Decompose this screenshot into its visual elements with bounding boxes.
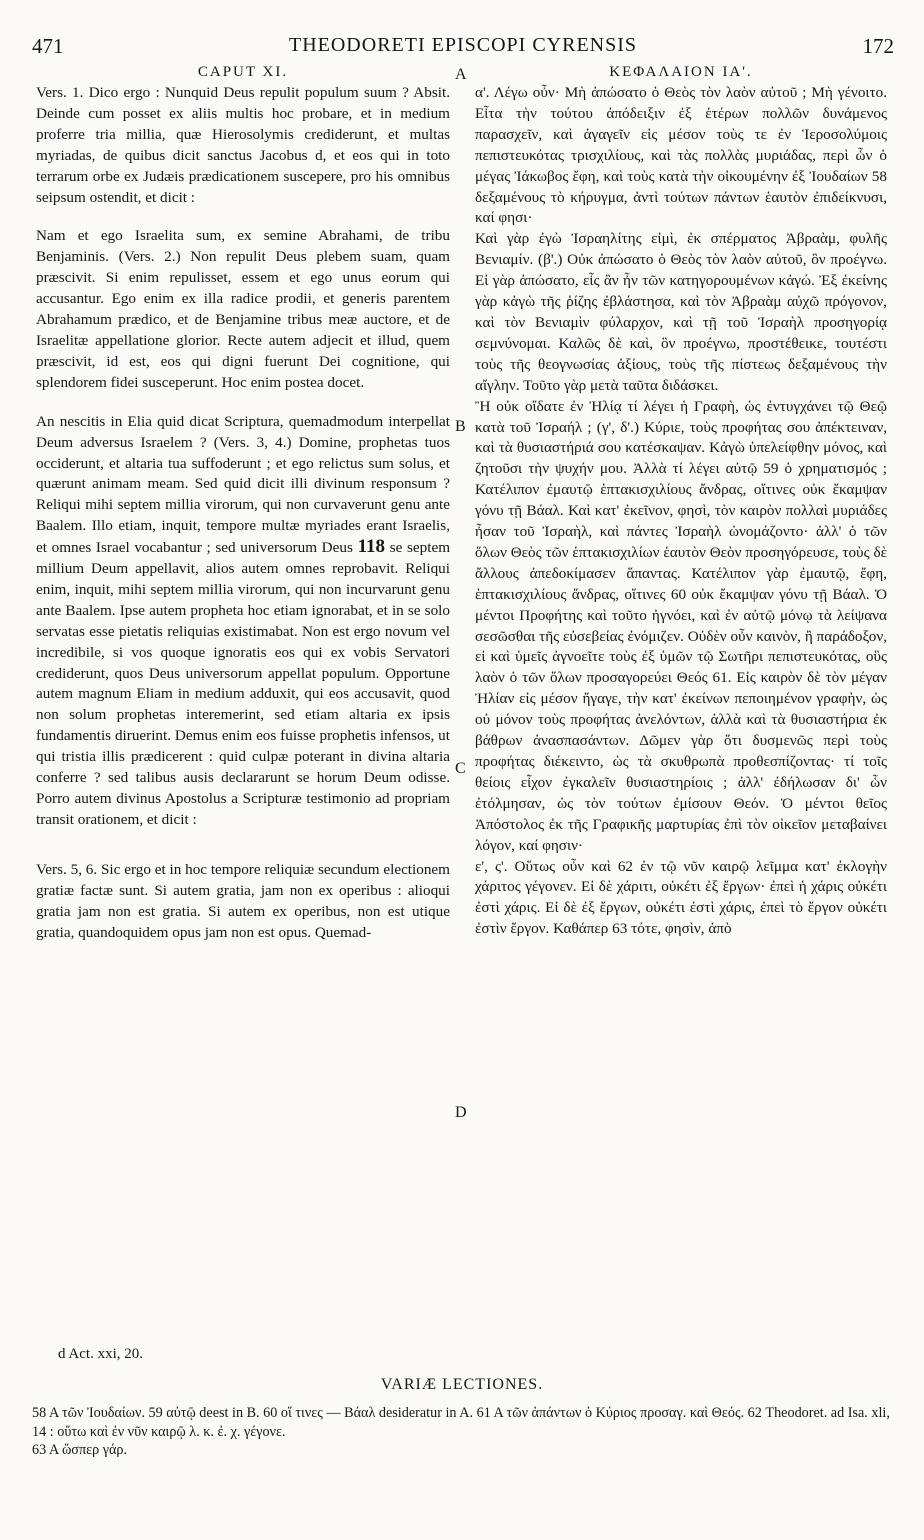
latin-paragraph-3a: An nescitis in Elia quid dicat Scriptura, quemadmodum interpellat Deum adversus Israelem ? (Vers. 3, 4.) Domine, prophetas tuos occiderunt, et altaria tua suffoderunt ; et ego relictus sum solus, et quærunt animam meam. Sed quid dicit illi divinum responsum ? Reliqui mihi septem millia virorum, qui non curvaverunt genu ante Baalem. Illo etiam, inquit, tempore multæ myriades erant Israelis, et omnes Israel vocabantur ; sed universorum Deus <box>36 412 450 557</box>
latin-paragraph-1: Vers. 1. Dico ergo : Nunquid Deus repulit populum suum ? Absit. Deinde cum posset ex aliis multis hoc probare, et in medium proferre tria millia, quæ Hierosolymis crediderunt, et multas myriadas, de quibus dicit sanctus Jacobus d, et eos qui in toto terrarum orbe ex Judæis prædicationem suscepere, pro his omnibus seipsum ostendit, et dicit : <box>36 84 450 206</box>
section-marker-c: C <box>455 760 466 777</box>
latin-chapter-caption: CAPUT XI. <box>197 64 289 80</box>
greek-paragraph-2: Καὶ γὰρ ἐγὼ Ἰσραηλίτης εἰμὶ, ἐκ σπέρματος Ἀβραὰμ, φυλῆς Βενιαμίν. (β'.) Οὐκ ἀπώσατο ὁ Θεὸς τὸν λαὸν αὐτοῦ, ὃν προέγνω. Εἰ γὰρ ἀπώσατο, εἷς ἂν ἦν τῶν κατηγορουμένων κἀγώ. Ἐξ ἐκείνης γὰρ κἀγὼ τῆς ῥίζης ἐβλάστησα, καὶ τὸν Ἀβραὰμ αὐχῶ πρόγονον, καὶ τὸν Βενιαμὶν φύλαρχον, καὶ τῇ τοῦ Ἰσραὴλ προσηγορίᾳ σεμνύνομαι. Καλῶς δὲ καὶ, ὃν προέγνω, προστέθεικε, τουτέστι τοὺς τῆς θεογνωσίας ἀξίους, τοὺς τῆς πίστεως δεξαμένους τὴν αἴγλην. Τοῦτο γὰρ μετὰ ταῦτα διδάσκει. <box>475 230 887 394</box>
greek-paragraph-4: ε', ς'. Οὕτως οὖν καὶ 62 ἐν τῷ νῦν καιρῷ λεῖμμα κατ' ἐκλογὴν χάριτος γέγονεν. Εἰ δὲ χάριτι, οὐκέτι ἐξ ἔργων· ἐπεὶ ἡ χάρις οὐκέτι ἐστὶ χάρις. Εἰ δὲ ἐξ ἔργων, οὐκέτι ἐστὶ χάρις, ἐπεὶ τὸ ἔργον οὐκέτι ἐστὶν ἔργον. Καθάπερ 63 τότε, φησὶν, ἀπὸ <box>475 857 887 938</box>
variae-line-1: 58 A τῶν Ἰουδαίων. 59 αὐτῷ deest in B. 60 οἵ τινες — Βάαλ desideratur in A. 61 A τῶν ἁπάντων ὁ Κύριος προσαγ. καὶ Θεός. 62 Theodoret. ad Isa. xli, 14 : οὕτω καὶ ἐν νῦν καιρῷ λ. κ. ἐ. χ. γέγονε. <box>32 1405 890 1440</box>
column-number: 118 <box>357 536 386 558</box>
variae-lectiones-title: VARIÆ LECTIONES. <box>380 1376 544 1393</box>
latin-paragraph-3 <box>36 412 450 831</box>
section-marker-b: B <box>455 418 466 435</box>
section-marker-a: A <box>455 66 467 83</box>
running-title: THEODORETI EPISCOPI CYRENSIS <box>288 34 638 56</box>
greek-paragraph-1: α'. Λέγω οὖν· Μὴ ἀπώσατο ὁ Θεὸς τὸν λαὸν αὐτοῦ ; Μὴ γένοιτο. Εἶτα τὴν τούτου ἀπόδειξιν ἐξ ἑτέρων πολλῶν δυνάμενος παρασχεῖν, καὶ ἀγαγεῖν εἰς μέσον τοὺς τε ἐν Ἱεροσολύμοις πεπιστευκότας τρισχιλίους, καὶ τὰς πολλὰς μυριάδας, περὶ ὧν ὁ μέγας Ἰάκωβος ἔφη, καὶ τοὺς κατὰ τὴν οἰκουμένην ἐξ Ἰουδαίων 58 δεξαμένους τὸ κήρυγμα, ἀντὶ τούτων πάντων ἑαυτὸν ἐπιδείκνυσι, καί φησι· <box>475 84 887 227</box>
latin-paragraph-2: Nam et ego Israelita sum, ex semine Abrahami, de tribu Benjaminis. (Vers. 2.) Non repulit Deus plebem suam, quam præscivit. Si enim repulisset, essem et ego unus eorum qui accusantur. Ego enim ex illa radice prodii, et generis parentem Abrahamum prædico, et de Benjamine tribus meæ auctore, et de Israelitæ appellatione glorior. Recte autem adjecit et illud, quem præscivit, id est, eos qui digni fuerunt Dei cognitione, qui splendorem fidei susceperunt. Hoc enim postea docet. <box>36 227 450 391</box>
footnote: d Act. xxi, 20. <box>58 1346 143 1362</box>
latin-paragraph-4: Vers. 5, 6. Sic ergo et in hoc tempore reliquiæ secundum electionem gratiæ factæ sunt. Si autem gratia, jam non ex operibus : alioqui gratia jam non est gratia. Si autem ex operibus, non est utique gratia, quandoquidem opus jam non est opus. Quemad- <box>36 860 450 941</box>
latin-paragraph-3b: se septem millium Deum appellavit, alios autem omnes reprobavit. Reliqui enim, inquit, mihi septem millia virorum, qui non incurvarunt genu ante Baalem. Ipse autem propheta hoc etiam ignorabat, et in se solo servatas esse pietatis reliquias existimabat. Non est ergo novum vel incredibile, si vos quoque ignoratis eos qui ex vobis Servatori crediderunt, quos Deus universorum appellat populum. Opportune autem magnum Eliam in medium adduxit, qui eos accusavit, quod non solum prophetas interemerint, sed etiam altaria ex ipsis fundamentis diruerint. Demus enim eos fuisse prophetis infensos, ut qui tristia illis prædicerent : quid culpæ poterant in divina altaria conferre ? sed talibus ausis declararunt se horum Deum odisse. Porro autem divinus Apostolus a Scripturæ testimonio ad propriam transit orationem, et dicit : <box>36 539 451 828</box>
variae-line-2: 63 A ὥσπερ γάρ. <box>32 1442 128 1458</box>
variae-lectiones <box>32 1404 894 1460</box>
running-header <box>32 34 894 60</box>
section-marker-d: D <box>455 1104 467 1121</box>
page-number-right: 172 <box>862 34 894 58</box>
greek-paragraph-3: Ἢ οὐκ οἴδατε ἐν Ἠλίᾳ τί λέγει ἡ Γραφὴ, ὡς ἐντυγχάνει τῷ Θεῷ κατὰ τοῦ Ἰσραήλ ; (γ', δ'.) Κύριε, τοὺς προφήτας σου ἀπέκτειναν, καὶ τὰ θυσιαστήριά σου κατέσκαψαν. Κἀγὼ ὑπελείφθην μόνος, καὶ ζητοῦσι τὴν ψυχήν μου. Ἀλλὰ τί λέγει αὐτῷ 59 ὁ χρηματισμός ; Κατέλιπον ἐμαυτῷ ἑπτακισχιλίους ἄνδρας, οἵτινες οὐκ ἔκαμψαν γόνυ τῇ Βάαλ. Καὶ κατ' ἐκεῖνον, φησὶ, τὸν καιρὸν πολλαὶ μυριάδες ἦσαν τοῦ Ἰσραὴλ, καὶ πάντες Ἰσραὴλ ὠνομάζοντο· ἀλλ' ὁ τῶν ὅλων Θεὸς τῶν ἑπτακισχιλίων ἑαυτὸν Θεὸν προσηγόρευσε, τοὺς δὲ ἄλλους ἀπεδοκίμασεν ἅπαντας. Κατέλιπον γὰρ ἐμαυτῷ, ἔφη, ἑπτακισχιλίους ἄνδρας, οἵτινες 60 οὐκ ἔκαμψαν γόνυ τῇ Βάαλ. Ὁ μέντοι Προφήτης καὶ τοῦτο ἠγνόει, καὶ ἐν αὐτῷ μόνῳ τὰ λείψανα σεσῶσθαι τῆς εὐσεβείας ἐνόμιζεν. Οὐδὲν οὖν καινὸν, ἢ παράδοξον, εἰ καὶ ὑμεῖς ἀγνοεῖτε τοὺς ἐξ ὑμῶν τῷ Σωτῆρι πεπιστευκότας, οὓς λαὸν ὁ τῶν ὅλων προσαγορεύει Θεός 61. Εἰς καιρὸν δὲ τὸν μέγαν Ἠλίαν εἰς μέσον ἤγαγε, τὴν κατ' ἐκείνων πεποιημένον γραφὴν, ὡς οὐ μόνον τοὺς προφήτας ἀνελόντων, ἀλλὰ καὶ τὰ θυσιαστήρια ἐκ βάθρων ἀνασπασάντων. Δῶμεν γὰρ ὅτι δυσμενῶς περὶ τοὺς προφήτας διέκειντο, ὡς τὰ σκυθρωπὰ προθεσπίζοντας· τί τοῖς θείοις εἶχον ἐγκαλεῖν θυσιαστηρίοις ; ἀλλ' ἐδήλωσαν δι' ὧν ἐτόλμησαν, ὡς τὸν τούτων ἐμίσουν Θεόν. Ὁ μέντοι θεῖος Ἀπόστολος ἐκ τῆς Γραφικῆς μαρτυρίας ἐπὶ τὸν οἰκεῖον μεταβαίνει λόγον, καί φησιν· <box>475 397 887 854</box>
greek-column <box>475 62 887 940</box>
greek-chapter-caption: ΚΕΦΑΛΑΙΟΝ ΙΑ'. <box>609 64 753 80</box>
latin-column <box>36 62 450 943</box>
page-number-left: 471 <box>32 34 64 58</box>
